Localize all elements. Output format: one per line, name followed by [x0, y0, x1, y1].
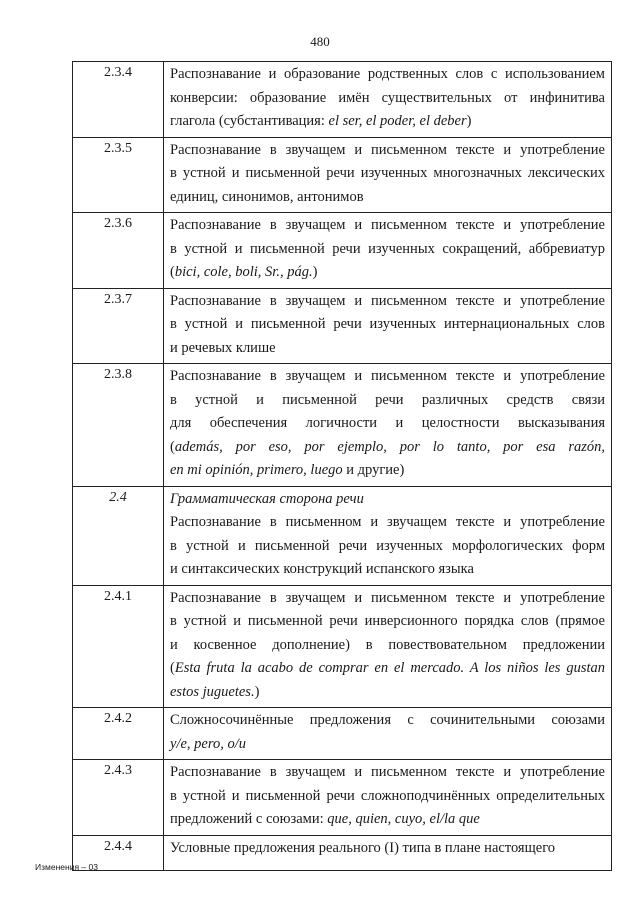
footer-revision: Изменения – 03: [35, 862, 98, 872]
text-line: в устной и письменной речи изученных многозначных лексических: [170, 165, 605, 181]
text-line: в устной и письменной речи изученных морфологических форм: [170, 537, 605, 554]
row-number: 2.3.5: [73, 138, 164, 213]
text-line: глагола (субстантивация: el ser, el poder, el deber): [170, 113, 472, 129]
row-text: [164, 289, 611, 364]
text-line: и косвенное дополнение) в повествовательном предложении: [170, 636, 605, 653]
text-line: (Esta fruta la acabo de comprar en el mercado. A los niños les gustan: [170, 660, 605, 676]
text-line: [170, 733, 605, 757]
text-line: единиц, синонимов, антонимов: [170, 188, 364, 205]
table-row: [72, 487, 612, 586]
row-number: 2.3.8: [73, 364, 164, 486]
table-row: [72, 760, 612, 836]
spanish-example: que, quien, cuyo, el/la que: [327, 811, 480, 827]
text-line: Распознавание в звучащем и письменном тексте и употребление: [170, 764, 605, 780]
spanish-example: y/e, pero, o/u: [170, 735, 246, 752]
row-number: 2.4.1: [73, 586, 164, 708]
text-line: Распознавание в письменном и звучащем тексте и употребление: [170, 514, 605, 530]
row-number: 2.4.4: [73, 836, 164, 871]
row-text: [164, 760, 611, 835]
row-number: 2.4.3: [73, 760, 164, 835]
row-text: [164, 213, 611, 288]
table-row: [72, 289, 612, 365]
content-table: [72, 61, 612, 871]
table-row: [72, 62, 612, 138]
row-text: [164, 487, 611, 585]
text-line: и синтаксических конструкций испанского языка: [170, 561, 474, 577]
text-line: Сложносочинённые предложения с сочинительными союзами: [170, 712, 605, 728]
table-row: [72, 836, 612, 872]
spanish-example: además, por eso, por ejemplo, por lo tanto, por esa razón,: [174, 438, 605, 455]
row-number: 2.3.4: [73, 62, 164, 137]
text-line: в устной и письменной речи изученных интернациональных слов: [170, 316, 605, 332]
row-text: [164, 836, 611, 871]
row-text: [164, 62, 611, 137]
text-line: Распознавание в звучащем и письменном тексте и употребление: [170, 141, 605, 158]
row-number: 2.4.2: [73, 708, 164, 759]
row-text: [164, 586, 611, 708]
text-line: (además, por eso, por ejemplo, por lo tanto, por esa razón,: [170, 438, 605, 455]
text-line: Распознавание в звучащем и письменном тексте и употребление: [170, 589, 605, 606]
text-line: Распознавание в звучащем и письменном тексте и употребление: [170, 217, 605, 233]
row-text: [164, 138, 611, 213]
row-text: [164, 708, 611, 759]
spanish-example: bici, cole, boli, Sr., pág.: [174, 264, 313, 280]
text-line: в устной и письменной речи сложноподчинённых определительных: [170, 787, 605, 804]
text-line: конверсии: образование имён существительных от инфинитива: [170, 89, 605, 106]
row-number: 2.4: [73, 487, 164, 585]
text-line: Распознавание в звучащем и письменном тексте и употребление: [170, 368, 605, 384]
page-number: 480: [310, 34, 330, 49]
text-line: в устной и письменной речи инверсионного порядка слов (прямое: [170, 613, 605, 629]
text-line: Распознавание и образование родственных слов с использованием: [170, 66, 605, 82]
text-line: Условные предложения реального (I) типа в плане настоящего: [170, 839, 556, 856]
text-line: предложений с союзами: que, quien, cuyo, el/la que: [170, 811, 480, 827]
text-line: в устной и письменной речи различных средств связи: [170, 391, 605, 408]
text-line: Распознавание в звучащем и письменном тексте и употребление: [170, 292, 605, 309]
spanish-example: el ser, el poder, el deber: [328, 113, 467, 129]
row-text: [164, 364, 611, 486]
spanish-example: en mi opinión, primero, luego: [170, 462, 343, 478]
spanish-example: Esta fruta la acabo de comprar en el mercado. A los niños les gustan: [174, 660, 605, 676]
row-number: 2.3.7: [73, 289, 164, 364]
section-heading: Грамматическая сторона речи: [170, 490, 364, 507]
table-row: [72, 586, 612, 709]
text-line: для обеспечения логичности и целостности высказывания: [170, 415, 605, 431]
spanish-example: estos juguetes.: [170, 683, 255, 700]
text-line: и речевых клише: [170, 339, 276, 356]
table-row: [72, 138, 612, 214]
text-line: en mi opinión, primero, luego и другие): [170, 462, 405, 478]
table-row: [72, 708, 612, 760]
row-number: 2.3.6: [73, 213, 164, 288]
text-line: (bici, cole, boli, Sr., pág.): [170, 264, 318, 280]
text-line: в устной и письменной речи изученных сокращений, аббревиатур: [170, 240, 605, 257]
table-row: [72, 364, 612, 487]
text-line: estos juguetes.): [170, 683, 260, 700]
table-row: [72, 213, 612, 289]
